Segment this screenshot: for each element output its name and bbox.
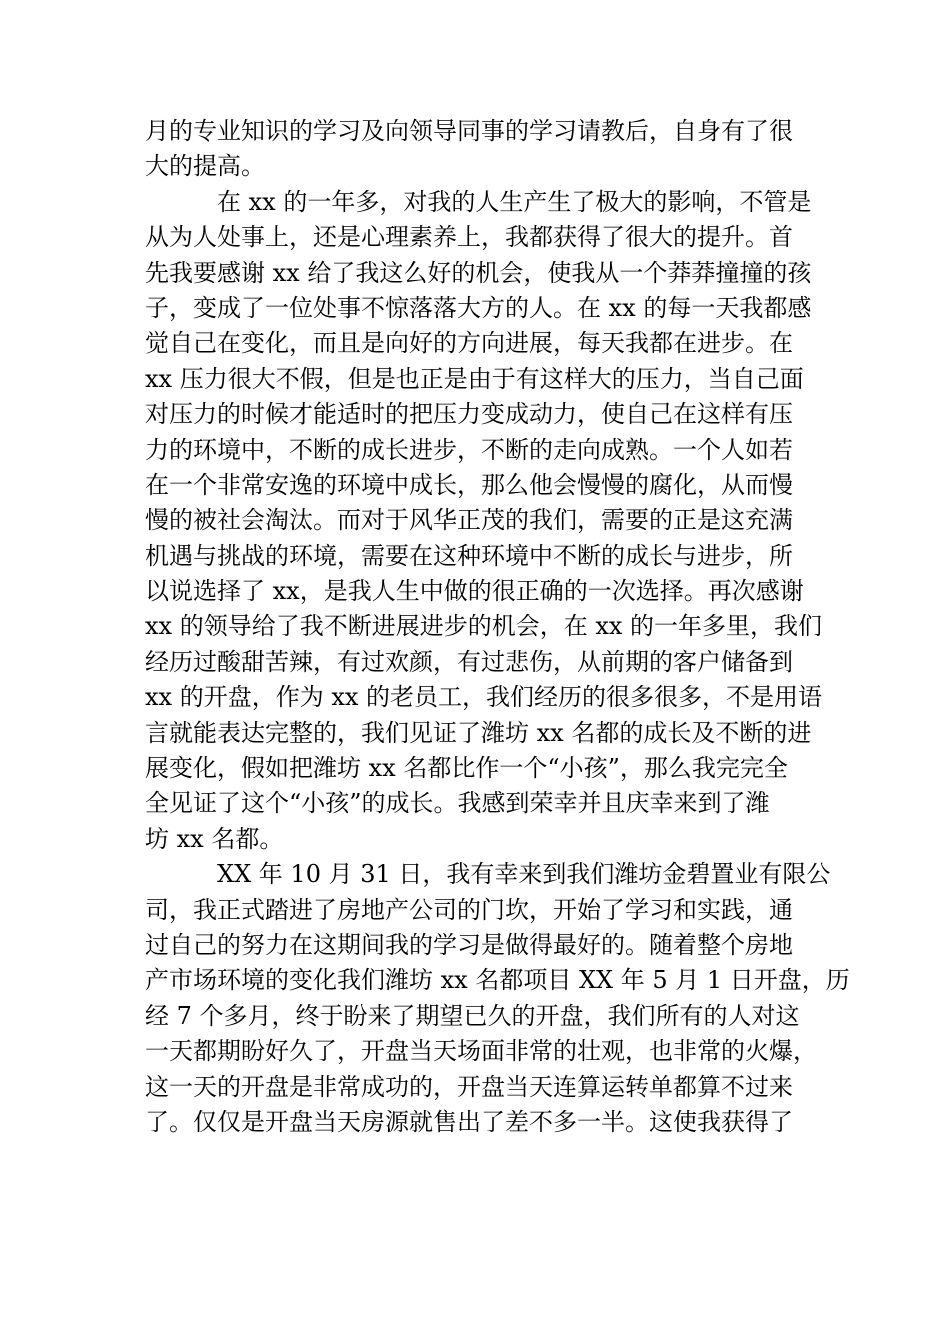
text-line: 经历过酸甜苦辣，有过欢颜，有过悲伤，从前期的客户储备到 bbox=[145, 647, 793, 676]
text-line: 产市场环境的变化我们潍坊 xx 名都项目 XX 年 5 月 1 日开盘，历 bbox=[145, 966, 850, 995]
text-line: 力的环境中，不断的成长进步，不断的走向成熟。一个人如若 bbox=[145, 435, 793, 464]
text-line: 过自己的努力在这期间我的学习是做得最好的。随着整个房地 bbox=[145, 930, 793, 959]
text-line: 对压力的时候才能适时的把压力变成动力，使自己在这样有压 bbox=[145, 400, 793, 429]
text-line: 月的专业知识的学习及向领导同事的学习请教后，自身有了很 bbox=[145, 117, 793, 145]
text-line: 展变化，假如把潍坊 xx 名都比作一个“小孩”，那么我完完全 bbox=[145, 754, 788, 783]
text-line: 以说选择了 xx，是我人生中做的很正确的一次选择。再次感谢 bbox=[145, 577, 804, 606]
text-line: 了。仅仅是开盘当天房源就售出了差不多一半。这使我获得了 bbox=[145, 1107, 793, 1136]
text-line: 大的提高。 bbox=[145, 152, 265, 181]
text-line: 从为人处事上，还是心理素养上，我都获得了很大的提升。首 bbox=[145, 223, 793, 252]
text-line: 子，变成了一位处事不惊落落大方的人。在 xx 的每一天我都感 bbox=[145, 293, 812, 322]
text-line: 司，我正式踏进了房地产公司的门坎，开始了学习和实践，通 bbox=[145, 895, 793, 924]
text-line: xx 的领导给了我不断进展进步的机会，在 xx 的一年多里，我们 bbox=[145, 612, 823, 641]
text-line: XX 年 10 月 31 日，我有幸来到我们潍坊金碧置业有限公 bbox=[217, 860, 831, 889]
text-line: 一天都期盼好久了，开盘当天场面非常的壮观，也非常的火爆， bbox=[145, 1037, 817, 1066]
text-line: 坊 xx 名都。 bbox=[145, 824, 284, 853]
text-line: 觉自己在变化，而且是向好的方向进展，每天我都在进步。在 bbox=[145, 329, 793, 358]
text-line: 先我要感谢 xx 给了我这么好的机会，使我从一个莽莽撞撞的孩 bbox=[145, 258, 812, 287]
text-line: 在 xx 的一年多，对我的人生产生了极大的影响，不管是 bbox=[217, 187, 812, 216]
text-line: 这一天的开盘是非常成功的，开盘当天连算运转单都算不过来 bbox=[145, 1072, 793, 1101]
text-line: 言就能表达完整的，我们见证了潍坊 xx 名都的成长及不断的进 bbox=[145, 718, 812, 747]
text-line: 经 7 个多月，终于盼来了期望已久的开盘，我们所有的人对这 bbox=[145, 1001, 800, 1030]
text-line: 在一个非常安逸的环境中成长，那么他会慢慢的腐化，从而慢 bbox=[145, 470, 793, 499]
document-body bbox=[145, 114, 850, 1140]
text-line: xx 的开盘，作为 xx 的老员工，我们经历的很多很多，不是用语 bbox=[145, 683, 823, 712]
text-line: xx 压力很大不假，但是也正是由于有这样大的压力，当自己面 bbox=[145, 364, 804, 393]
text-line: 全见证了这个“小孩”的成长。我感到荣幸并且庆幸来到了潍 bbox=[145, 789, 770, 818]
text-line: 慢的被社会淘汰。而对于风华正茂的我们，需要的正是这充满 bbox=[145, 506, 793, 535]
text-line: 机遇与挑战的环境，需要在这种环境中不断的成长与进步，所 bbox=[145, 541, 793, 570]
